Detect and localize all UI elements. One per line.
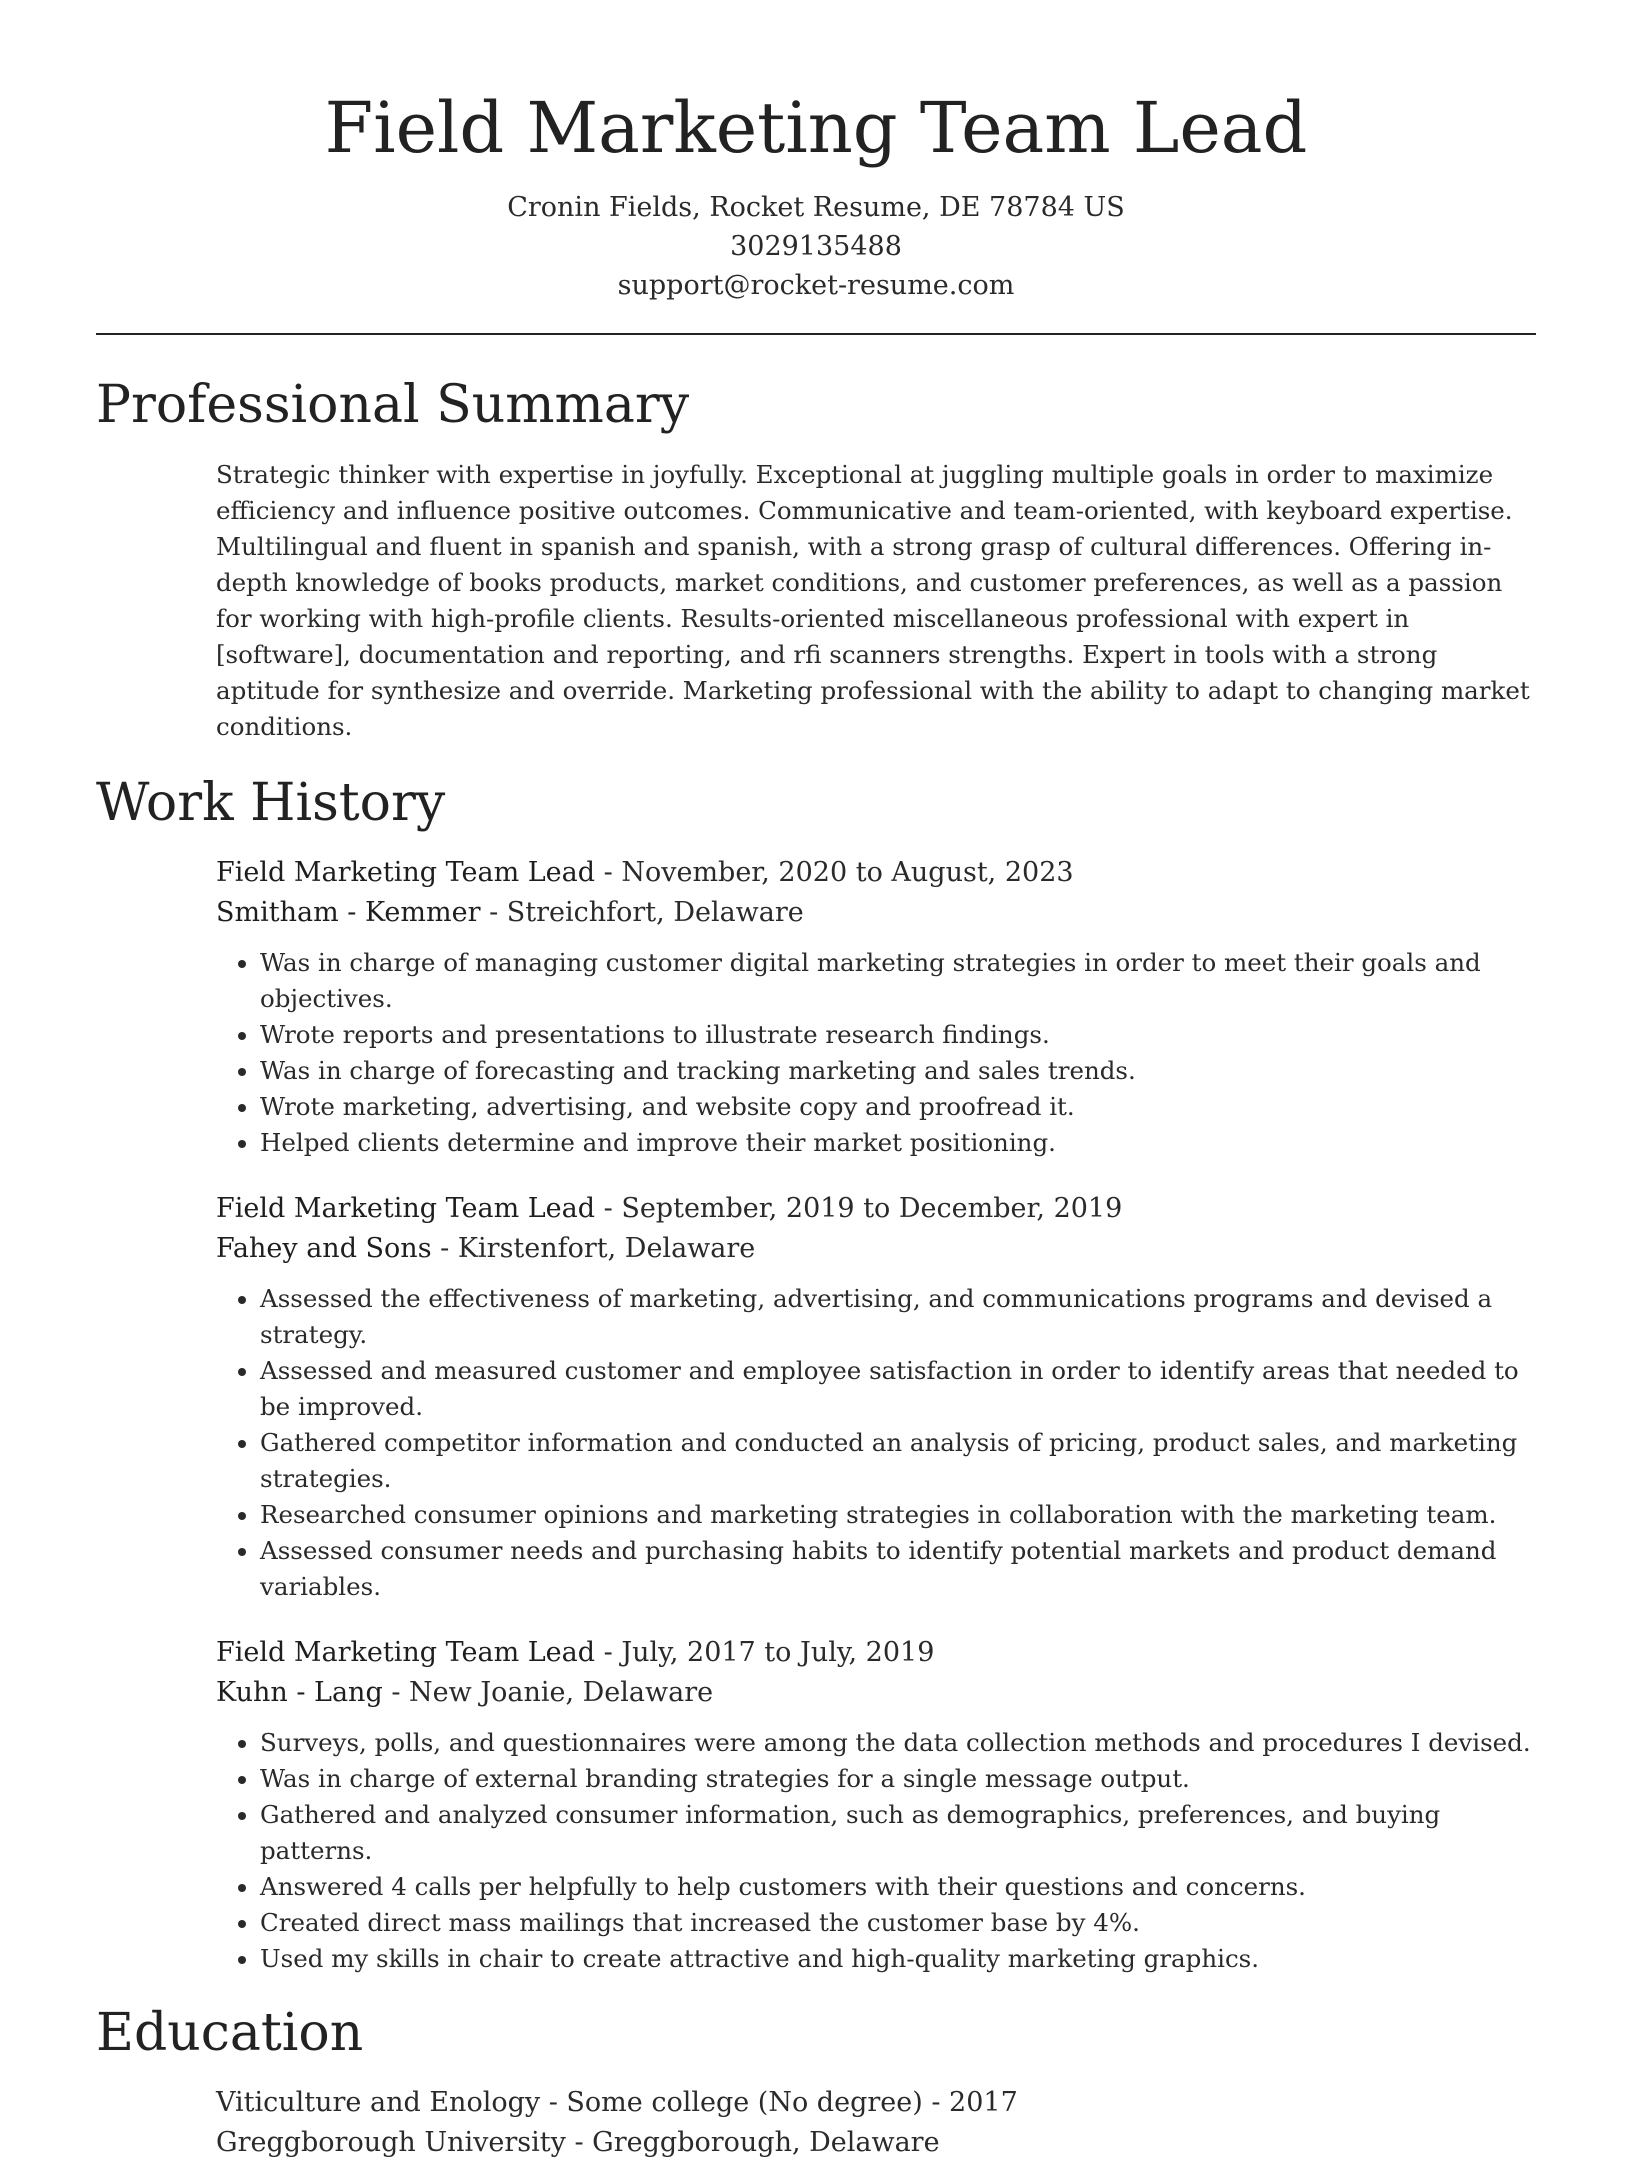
list-item: • Gathered and analyzed consumer information, such as demographics, preferences, and buying patterns. [260,1797,1536,1869]
list-item: • Was in charge of managing customer digital marketing strategies in order to meet their goals and objectives. [260,945,1536,1017]
work-history-section-title: Work History [96,773,446,833]
job-duties-list [216,945,1536,1161]
job-duties-list [216,1725,1536,1977]
job-title-line [216,1189,1536,1229]
list-item: • Assessed the effectiveness of marketing, advertising, and communications programs and devised a strategy. [260,1281,1536,1353]
list-item: • Was in charge of forecasting and tracking marketing and sales trends. [260,1053,1536,1089]
education-section [216,2083,1536,2163]
job-entry [216,1633,1536,1977]
job-entry [216,1189,1536,1605]
contact-email: support@rocket-resume.com [617,270,1015,301]
list-item: • Wrote marketing, advertising, and website copy and proofread it. [260,1089,1536,1125]
education-entry [216,2083,1536,2163]
contact-address: Cronin Fields, Rocket Resume, DE 78784 US [507,192,1125,223]
job-location: - New Joanie, Delaware [382,1677,714,1708]
job-company-line [216,1673,1536,1713]
list-item: • Researched consumer opinions and marketing strategies in collaboration with the marketing team. [260,1497,1536,1533]
job-location: - Kirstenfort, Delaware [431,1233,756,1264]
job-title-line [216,853,1536,893]
list-item: • Surveys, polls, and questionnaires were among the data collection methods and procedures I devised. [260,1725,1536,1761]
list-item: • Gathered competitor information and conducted an analysis of pricing, product sales, and marketing strategies. [260,1425,1536,1497]
job-company-line [216,1229,1536,1269]
education-school: Greggborough University - Greggborough, Delaware [216,2127,940,2158]
job-company: Smitham - Kemmer [216,897,481,928]
summary-section [216,457,1536,745]
job-dates: - July, 2017 to July, 2019 [595,1637,935,1668]
resume-page [96,0,1536,2163]
job-company: Fahey and Sons [216,1233,432,1264]
job-location: - Streichfort, Delaware [480,897,804,928]
job-role: Field Marketing Team Lead [216,1637,596,1668]
job-dates: - September, 2019 to December, 2019 [595,1193,1123,1224]
header-divider [96,333,1536,335]
job-dates: - November, 2020 to August, 2023 [595,857,1074,888]
education-section-title: Education [96,2003,364,2063]
candidate-name: Field Marketing Team Lead [324,87,1308,169]
list-item: • Created direct mass mailings that increased the customer base by 4%. [260,1905,1536,1941]
job-entry [216,853,1536,1161]
list-item: • Wrote reports and presentations to illustrate research findings. [260,1017,1536,1053]
job-duties-list [216,1281,1536,1605]
job-company-line [216,893,1536,933]
education-degree: Viticulture and Enology - Some college (No degree) - 2017 [216,2087,1018,2118]
list-item: • Helped clients determine and improve their market positioning. [260,1125,1536,1161]
summary-section-title: Professional Summary [96,375,690,435]
summary-text: Strategic thinker with expertise in joyfully. Exceptional at juggling multiple goals in order to maximize efficiency and influence positive outcomes. Communicative and team-oriented, with keyboard expertise. Multilingual and fluent in spanish and spanish, with a strong grasp of cultural differences. Offering in-depth knowledge of books products, market conditions, and customer preferences, as well as a passion for working with high-profile clients. Results-oriented miscellaneous professional with expert in [software], documentation and reporting, and rfi scanners strengths. Expert in tools with a strong aptitude for synthesize and override. Marketing professional with the ability to adapt to changing market conditions. [216,460,1530,741]
list-item: • Was in charge of external branding strategies for a single message output. [260,1761,1536,1797]
list-item: • Used my skills in chair to create attractive and high-quality marketing graphics. [260,1941,1536,1977]
contact-phone: 3029135488 [730,231,902,262]
job-company: Kuhn - Lang [216,1677,383,1708]
list-item: • Assessed consumer needs and purchasing habits to identify potential markets and product demand variables. [260,1533,1536,1605]
resume-header [96,0,1536,305]
contact-info [96,188,1536,305]
list-item: • Answered 4 calls per helpfully to help customers with their questions and concerns. [260,1869,1536,1905]
job-role: Field Marketing Team Lead [216,1193,596,1224]
job-role: Field Marketing Team Lead [216,857,596,888]
work-history-section [216,853,1536,1977]
list-item: • Assessed and measured customer and employee satisfaction in order to identify areas that needed to be improved. [260,1353,1536,1425]
job-title-line [216,1633,1536,1673]
